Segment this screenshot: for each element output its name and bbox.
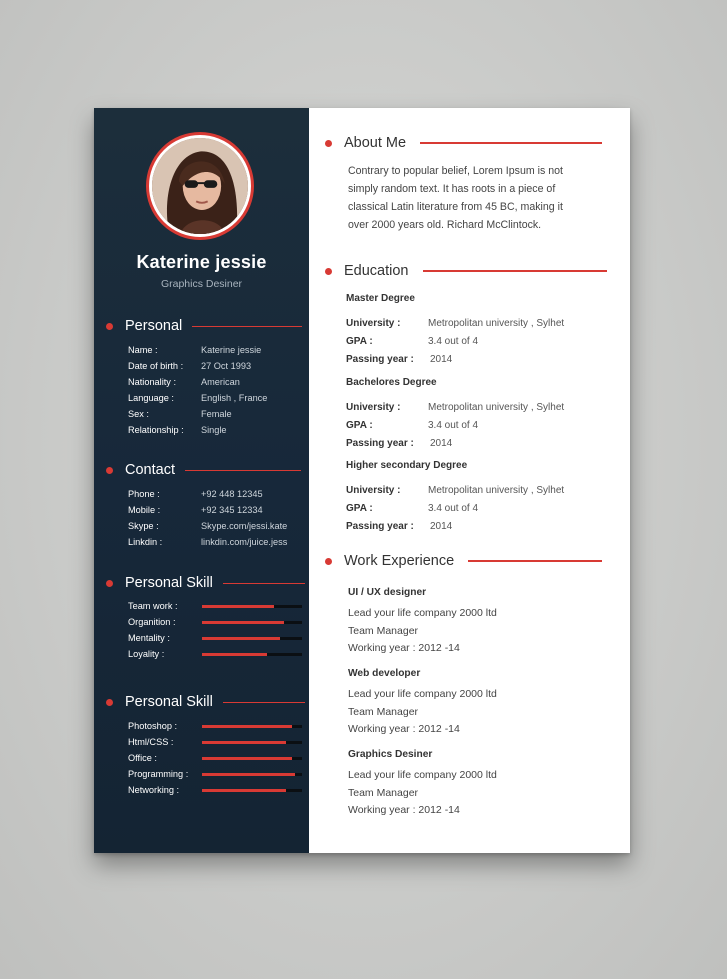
job-company: Lead your life company 2000 ltd — [348, 607, 497, 619]
bullet-dot-icon — [325, 140, 332, 147]
skill-label: Mentality : — [128, 633, 170, 643]
university-label: University : — [346, 401, 401, 413]
edu-row — [346, 481, 564, 499]
skills2-list — [128, 718, 302, 798]
row-label: Language : — [128, 393, 174, 403]
education-entry — [346, 376, 564, 452]
profile-photo — [152, 138, 248, 234]
edu-row — [346, 434, 564, 452]
about-line: classical Latin literature from 45 BC, making it — [348, 201, 563, 213]
edu-row — [346, 314, 564, 332]
university-value: Metropolitan university , Sylhet — [428, 484, 565, 496]
skill-label: Html/CSS : — [128, 737, 174, 747]
edu-row — [346, 398, 564, 416]
personal-section-title: Personal — [125, 318, 183, 334]
personal-row — [128, 406, 267, 422]
profile-role: Graphics Desiner — [160, 278, 243, 290]
skill-label: Office : — [128, 753, 157, 763]
gpa-label: GPA : — [346, 419, 373, 431]
work-entry — [348, 748, 497, 821]
bullet-dot-icon — [325, 558, 332, 565]
job-company: Lead your life company 2000 ltd — [348, 688, 497, 700]
resume-page — [94, 108, 630, 853]
row-value: 27 Oct 1993 — [201, 361, 252, 371]
contact-info-list — [128, 486, 287, 550]
edu-row — [346, 416, 564, 434]
skill-bar — [202, 773, 302, 776]
row-value: American — [201, 377, 240, 387]
skill-label: Networking : — [128, 785, 180, 795]
skill-row — [128, 750, 302, 766]
skill-label: Loyality : — [128, 649, 165, 659]
row-value: Female — [201, 409, 232, 419]
skill-label: Organition : — [128, 617, 176, 627]
year-label: Passing year : — [346, 353, 414, 365]
skills2-section-header — [106, 694, 305, 710]
contact-row — [128, 534, 287, 550]
gpa-value: 3.4 out of 4 — [428, 419, 479, 431]
resume-main-column — [309, 108, 630, 853]
skill-bar-fill — [202, 725, 292, 728]
row-label: Date of birth : — [128, 361, 184, 371]
gpa-label: GPA : — [346, 502, 373, 514]
skill-label: Programming : — [128, 769, 189, 779]
section-divider — [223, 702, 305, 703]
year-label: Passing year : — [346, 437, 414, 449]
job-position: Team Manager — [348, 786, 419, 799]
gpa-label: GPA : — [346, 335, 373, 347]
skill-bar — [202, 653, 302, 656]
personal-section-header — [106, 318, 302, 334]
work-section-title: Work Experience — [344, 553, 455, 569]
skill-bar — [202, 621, 302, 624]
about-line: simply random text. It has roots in a piece of — [348, 183, 556, 195]
personal-row — [128, 374, 267, 390]
skill-row — [128, 614, 302, 630]
edu-row — [346, 517, 564, 535]
job-position: Team Manager — [348, 705, 419, 718]
degree-title: Bachelores Degree — [346, 377, 437, 388]
university-value: Metropolitan university , Sylhet — [428, 317, 565, 329]
skill-bar — [202, 741, 302, 744]
job-title: UI / UX designer — [348, 587, 427, 598]
skill-bar-fill — [202, 637, 280, 640]
personal-info-list — [128, 342, 267, 438]
degree-title: Master Degree — [346, 293, 415, 304]
section-divider — [468, 560, 602, 562]
skill-bar-fill — [202, 773, 295, 776]
year-value: 2014 — [430, 353, 453, 365]
bullet-dot-icon — [106, 467, 113, 474]
university-label: University : — [346, 317, 401, 329]
skill-bar — [202, 725, 302, 728]
skill-bar-fill — [202, 789, 286, 792]
job-company: Lead your life company 2000 ltd — [348, 769, 497, 781]
skill-row — [128, 598, 302, 614]
about-section-title: About Me — [344, 135, 407, 151]
edu-row — [346, 350, 564, 368]
bullet-dot-icon — [106, 580, 113, 587]
row-label: Nationality : — [128, 377, 177, 387]
education-section-header — [325, 262, 607, 280]
bullet-dot-icon — [325, 268, 332, 275]
year-value: 2014 — [430, 520, 453, 532]
row-value: Single — [201, 425, 227, 435]
row-label: Sex : — [128, 409, 149, 419]
skill-row — [128, 782, 302, 798]
skill-bar-fill — [202, 757, 292, 760]
bullet-dot-icon — [106, 323, 113, 330]
mobile-value: +92 345 12334 — [201, 505, 263, 515]
skill-label: Team work : — [128, 601, 178, 611]
contact-section-title: Contact — [125, 462, 175, 478]
section-divider — [423, 270, 607, 272]
university-value: Metropolitan university , Sylhet — [428, 401, 565, 413]
skill-row — [128, 718, 302, 734]
job-title: Web developer — [348, 668, 421, 679]
about-section-header — [325, 134, 602, 152]
edu-row — [346, 332, 564, 350]
skill-label: Photoshop : — [128, 721, 178, 731]
row-label: Name : — [128, 345, 158, 355]
skill-bar — [202, 605, 302, 608]
job-years: Working year : 2012 -14 — [348, 804, 460, 816]
skill-bar — [202, 637, 302, 640]
section-divider — [185, 470, 301, 471]
about-text — [348, 162, 598, 234]
skill-bar-fill — [202, 741, 286, 744]
about-line: Contrary to popular belief, Lorem Ipsum is not — [348, 165, 563, 177]
personal-row — [128, 342, 267, 358]
work-entry — [348, 667, 497, 740]
education-entry — [346, 292, 564, 368]
bullet-dot-icon — [106, 699, 113, 706]
skill-bar-fill — [202, 605, 274, 608]
skills2-section-title: Personal Skill — [125, 694, 213, 710]
personal-row — [128, 390, 267, 406]
skype-value: Skype.com/jessi.kate — [201, 521, 288, 531]
row-label: Mobile : — [128, 505, 161, 515]
row-label: Phone : — [128, 489, 160, 499]
skill-bar — [202, 757, 302, 760]
section-divider — [420, 142, 602, 144]
row-value: Katerine jessie — [201, 345, 262, 355]
linkedin-value: linkdin.com/juice.jess — [201, 537, 288, 547]
job-title: Graphics Desiner — [348, 749, 433, 760]
personal-row — [128, 422, 267, 438]
about-line: over 2000 years old. Richard McClintock. — [348, 219, 542, 231]
gpa-value: 3.4 out of 4 — [428, 502, 479, 514]
work-entry — [348, 586, 497, 659]
contact-row — [128, 486, 287, 502]
year-value: 2014 — [430, 437, 453, 449]
phone-value: +92 448 12345 — [201, 489, 263, 499]
skill-row — [128, 766, 302, 782]
contact-row — [128, 518, 287, 534]
contact-row — [128, 502, 287, 518]
row-label: Linkdin : — [128, 537, 163, 547]
profile-name: Katerine jessie — [136, 252, 267, 272]
contact-section-header — [106, 462, 301, 478]
skill-row — [128, 646, 302, 662]
job-years: Working year : 2012 -14 — [348, 642, 460, 654]
personal-row — [128, 358, 267, 374]
degree-title: Higher secondary Degree — [346, 460, 468, 471]
work-section-header — [325, 552, 602, 570]
job-position: Team Manager — [348, 624, 419, 637]
skill-bar-fill — [202, 621, 284, 624]
skills1-list — [128, 598, 302, 662]
skill-row — [128, 630, 302, 646]
row-value: English , France — [201, 393, 268, 403]
skill-bar — [202, 789, 302, 792]
row-label: Skype : — [128, 521, 159, 531]
edu-row — [346, 499, 564, 517]
skills1-section-header — [106, 575, 305, 591]
university-label: University : — [346, 484, 401, 496]
row-label: Relationship : — [128, 425, 184, 435]
job-years: Working year : 2012 -14 — [348, 723, 460, 735]
skill-bar-fill — [202, 653, 267, 656]
section-divider — [192, 326, 302, 327]
gpa-value: 3.4 out of 4 — [428, 335, 479, 347]
year-label: Passing year : — [346, 520, 414, 532]
skill-row — [128, 734, 302, 750]
section-divider — [223, 583, 305, 584]
resume-sidebar — [94, 108, 309, 853]
education-entry — [346, 459, 564, 535]
skills1-section-title: Personal Skill — [125, 575, 213, 591]
education-section-title: Education — [344, 263, 409, 279]
profile-photo-frame — [146, 132, 254, 240]
